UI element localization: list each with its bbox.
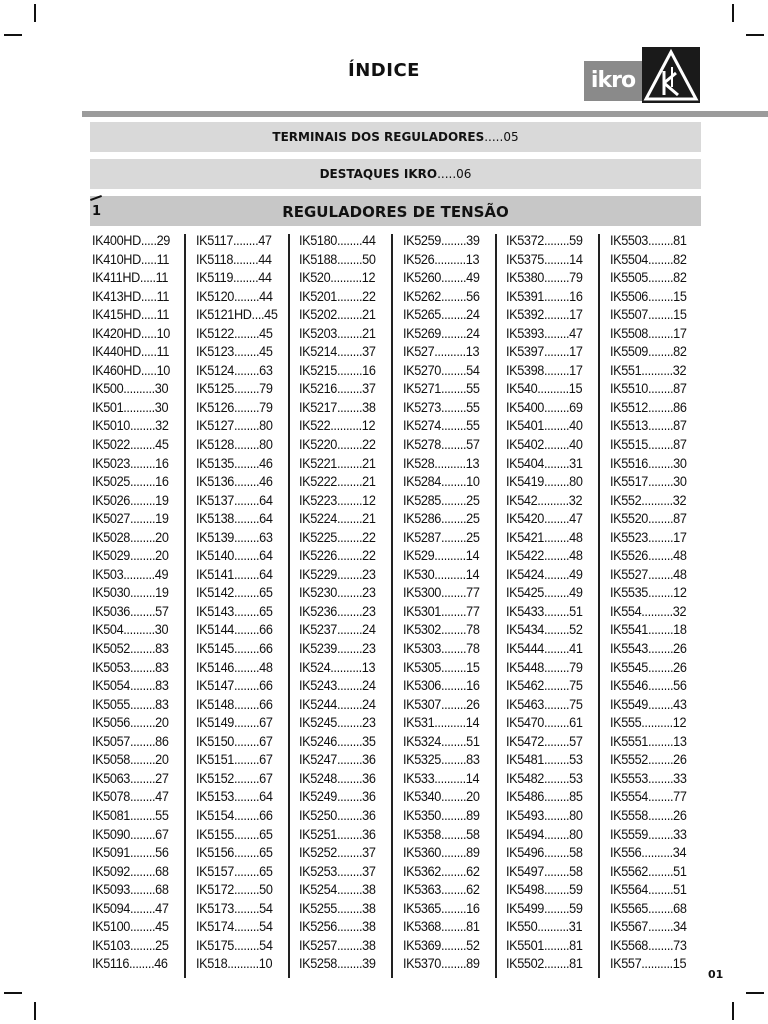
index-entry: IK5421........48 bbox=[506, 529, 583, 545]
terminais-label: TERMINAIS DOS REGULADORES bbox=[272, 130, 485, 144]
index-entry: IK5154........66 bbox=[196, 807, 273, 823]
index-entry: IK5117........47 bbox=[196, 233, 272, 248]
terminais-page: 05 bbox=[503, 130, 519, 144]
crop-mark bbox=[34, 4, 36, 22]
index-entry: IK5202........21 bbox=[299, 307, 376, 323]
index-column bbox=[92, 232, 186, 974]
index-entry: IK5094........47 bbox=[92, 900, 169, 916]
index-entry: IK5010........32 bbox=[92, 418, 169, 434]
index-entry: IK5516........30 bbox=[610, 455, 687, 471]
terminais-dots: ..... bbox=[484, 130, 504, 144]
index-entry: IK5520........87 bbox=[610, 511, 687, 527]
index-entry: IK5517........30 bbox=[610, 474, 687, 490]
index-entry: IK5419........80 bbox=[506, 474, 583, 490]
index-entry: IK5243........24 bbox=[299, 678, 376, 694]
index-entry: IK542..........32 bbox=[506, 492, 583, 508]
index-entry: IK5135........46 bbox=[196, 455, 273, 471]
index-entry: IK5239........23 bbox=[299, 641, 376, 657]
index-entry: IK5203........21 bbox=[299, 325, 376, 341]
index-entry: IK5248........36 bbox=[299, 770, 376, 786]
section-title: REGULADORES DE TENSÃO bbox=[282, 203, 509, 221]
index-entry: IK5303........78 bbox=[403, 641, 480, 657]
index-column bbox=[506, 232, 600, 974]
index-entry: IK5270........54 bbox=[403, 362, 480, 378]
index-entry: IK5172........50 bbox=[196, 882, 273, 898]
index-entry: IK5223........12 bbox=[299, 492, 376, 508]
index-entry: IK5220........22 bbox=[299, 437, 376, 453]
destaques-page: 06 bbox=[456, 167, 472, 181]
index-entry: IK5400........69 bbox=[506, 399, 583, 415]
column-divider bbox=[391, 234, 393, 978]
index-entry: IK5138........64 bbox=[196, 511, 273, 527]
index-entry: IK5375........14 bbox=[506, 251, 583, 267]
index-entry: IK526..........13 bbox=[403, 251, 480, 267]
index-entry: IK5081........55 bbox=[92, 807, 169, 823]
index-entry: IK5269........24 bbox=[403, 325, 480, 341]
index-entry: IK5153........64 bbox=[196, 789, 273, 805]
index-entry: IK524..........13 bbox=[299, 659, 376, 675]
index-column bbox=[403, 232, 497, 974]
index-entry: IK5278........57 bbox=[403, 437, 480, 453]
index-entry: IK5175........54 bbox=[196, 937, 273, 953]
index-entry: IK5499........59 bbox=[506, 900, 583, 916]
crop-mark bbox=[4, 992, 22, 994]
index-entry: IK555..........12 bbox=[610, 715, 687, 731]
index-entry: IK5505........82 bbox=[610, 270, 687, 286]
index-entry: IK5137........64 bbox=[196, 492, 273, 508]
index-entry: IK5116........46 bbox=[92, 956, 168, 972]
index-entry: IK5250........36 bbox=[299, 807, 376, 823]
index-entry: IK5215........16 bbox=[299, 362, 376, 378]
index-entry: IK5054........83 bbox=[92, 678, 169, 694]
column-divider bbox=[288, 234, 290, 978]
index-entry: IK5124........63 bbox=[196, 362, 273, 378]
index-entry: IK5350........89 bbox=[403, 807, 480, 823]
index-entry: IK5246........35 bbox=[299, 733, 376, 749]
index-entry: IK5156........65 bbox=[196, 845, 273, 861]
index-entry: IK5433........51 bbox=[506, 603, 583, 619]
index-entry: IK5302........78 bbox=[403, 622, 480, 638]
index-entry: IK5527........48 bbox=[610, 566, 687, 582]
index-entry: IK5301........77 bbox=[403, 603, 480, 619]
index-entry: IK5391........16 bbox=[506, 288, 583, 304]
index-entry: IK5121HD....45 bbox=[196, 307, 278, 323]
index-column bbox=[196, 232, 290, 974]
header-rule bbox=[82, 111, 768, 117]
index-entry: IK5052........83 bbox=[92, 641, 169, 657]
index-entry: IK530..........14 bbox=[403, 566, 480, 582]
index-entry: IK501..........30 bbox=[92, 399, 169, 415]
index-entry: IK5146........48 bbox=[196, 659, 273, 675]
index-entry: IK5509........82 bbox=[610, 344, 687, 360]
index-entry: IK5125........79 bbox=[196, 381, 273, 397]
index-entry: IK5103........25 bbox=[92, 937, 169, 953]
index-entry: IK5027........19 bbox=[92, 511, 169, 527]
index-entry: IK5507........15 bbox=[610, 307, 687, 323]
index-entry: IK5139........63 bbox=[196, 529, 273, 545]
index-entry: IK5147........66 bbox=[196, 678, 273, 694]
index-entry: IK5559........33 bbox=[610, 826, 687, 842]
index-entry: IK556..........34 bbox=[610, 845, 687, 861]
index-entry: IK5562........51 bbox=[610, 863, 687, 879]
index-entry: IK5023........16 bbox=[92, 455, 169, 471]
index-entry: IK5090........67 bbox=[92, 826, 169, 842]
column-divider bbox=[184, 234, 186, 978]
index-entry: IK5498........59 bbox=[506, 882, 583, 898]
index-entry: IK5360........89 bbox=[403, 845, 480, 861]
index-entry: IK5225........22 bbox=[299, 529, 376, 545]
index-entry: IK5501........81 bbox=[506, 937, 583, 953]
index-entry: IK5036........57 bbox=[92, 603, 169, 619]
index-entry: IK5552........26 bbox=[610, 752, 687, 768]
crop-mark bbox=[732, 1002, 734, 1020]
index-entry: IK5565........68 bbox=[610, 900, 687, 916]
destaques-label: DESTAQUES IKRO bbox=[319, 167, 438, 181]
index-entry: IK5503........81 bbox=[610, 233, 687, 248]
crop-mark bbox=[732, 4, 734, 22]
index-entry: IK5558........26 bbox=[610, 807, 687, 823]
index-entry: IK527..........13 bbox=[403, 344, 480, 360]
index-entry: IK5470........61 bbox=[506, 715, 583, 731]
index-entry: IK5174........54 bbox=[196, 919, 273, 935]
index-entry: IK5305........15 bbox=[403, 659, 480, 675]
index-entry: IK5150........67 bbox=[196, 733, 273, 749]
index-entry: IK5506........15 bbox=[610, 288, 687, 304]
index-entry: IK5058........20 bbox=[92, 752, 169, 768]
index-entry: IK5523........17 bbox=[610, 529, 687, 545]
index-entry: IK5128........80 bbox=[196, 437, 273, 453]
index-entry: IK5236........23 bbox=[299, 603, 376, 619]
index-entry: IK5244........24 bbox=[299, 696, 376, 712]
index-entry: IK5482........53 bbox=[506, 770, 583, 786]
index-entry: IK5398........17 bbox=[506, 362, 583, 378]
index-entry: IK420HD.....10 bbox=[92, 325, 170, 341]
index-entry: IK5155........65 bbox=[196, 826, 273, 842]
index-entry: IK5368........81 bbox=[403, 919, 480, 935]
index-entry: IK5141........64 bbox=[196, 566, 273, 582]
index-column bbox=[299, 232, 393, 974]
index-entry: IK503..........49 bbox=[92, 566, 169, 582]
index-entry: IK5553........33 bbox=[610, 770, 687, 786]
index-entry: IK5222........21 bbox=[299, 474, 376, 490]
index-entry: IK5259........39 bbox=[403, 233, 480, 248]
index-entry: IK5029........20 bbox=[92, 548, 169, 564]
index-entry: IK5252........37 bbox=[299, 845, 376, 861]
index-entry: IK5325........83 bbox=[403, 752, 480, 768]
index-entry: IK5260........49 bbox=[403, 270, 480, 286]
index-entry: IK5512........86 bbox=[610, 399, 687, 415]
ikro-logo bbox=[584, 47, 700, 103]
index-entry: IK5434........52 bbox=[506, 622, 583, 638]
index-entry: IK5247........36 bbox=[299, 752, 376, 768]
index-entry: IK5422........48 bbox=[506, 548, 583, 564]
index-entry: IK5053........83 bbox=[92, 659, 169, 675]
crop-mark bbox=[746, 992, 764, 994]
index-entry: IK5370........89 bbox=[403, 956, 480, 972]
index-entry: IK5201........22 bbox=[299, 288, 376, 304]
index-entry: IK528..........13 bbox=[403, 455, 480, 471]
index-entry: IK540..........15 bbox=[506, 381, 583, 397]
index-entry: IK557..........15 bbox=[610, 956, 687, 972]
index-entry: IK5481........53 bbox=[506, 752, 583, 768]
page-number: 01 bbox=[708, 968, 724, 981]
index-entry: IK5120........44 bbox=[196, 288, 273, 304]
index-entry: IK5513........87 bbox=[610, 418, 687, 434]
index-entry: IK5284........10 bbox=[403, 474, 480, 490]
index-entry: IK5245........23 bbox=[299, 715, 376, 731]
index-entry: IK5496........58 bbox=[506, 845, 583, 861]
index-entry: IK5273........55 bbox=[403, 399, 480, 415]
index-entry: IK5100........45 bbox=[92, 919, 169, 935]
index-entry: IK5249........36 bbox=[299, 789, 376, 805]
index-entry: IK5306........16 bbox=[403, 678, 480, 694]
index-entry: IK5254........38 bbox=[299, 882, 376, 898]
index-entry: IK5300........77 bbox=[403, 585, 480, 601]
index-entry: IK5119........44 bbox=[196, 270, 272, 286]
logo-mark-icon bbox=[642, 47, 700, 103]
index-entry: IK5262........56 bbox=[403, 288, 480, 304]
index-entry: IK5221........21 bbox=[299, 455, 376, 471]
index-entry: IK5425........49 bbox=[506, 585, 583, 601]
index-entry: IK5510........87 bbox=[610, 381, 687, 397]
index-entry: IK5258........39 bbox=[299, 956, 376, 972]
index-entry: IK5497........58 bbox=[506, 863, 583, 879]
index-entry: IK5145........66 bbox=[196, 641, 273, 657]
index-entry: IK5030........19 bbox=[92, 585, 169, 601]
index-entry: IK5567........34 bbox=[610, 919, 687, 935]
index-entry: IK5251........36 bbox=[299, 826, 376, 842]
index-entry: IK5142........65 bbox=[196, 585, 273, 601]
index-entry: IK552..........32 bbox=[610, 492, 687, 508]
index-column bbox=[610, 232, 704, 974]
index-entry: IK5287........25 bbox=[403, 529, 480, 545]
index-entry: IK413HD.....11 bbox=[92, 288, 170, 304]
index-entry: IK5543........26 bbox=[610, 641, 687, 657]
index-entry: IK5140........64 bbox=[196, 548, 273, 564]
index-entry: IK5568........73 bbox=[610, 937, 687, 953]
index-entry: IK5515........87 bbox=[610, 437, 687, 453]
index-entry: IK5253........37 bbox=[299, 863, 376, 879]
index-entry: IK5271........55 bbox=[403, 381, 480, 397]
index-entry: IK5173........54 bbox=[196, 900, 273, 916]
index-entry: IK5224........21 bbox=[299, 511, 376, 527]
index-entry: IK5217........38 bbox=[299, 399, 376, 415]
index-entry: IK5494........80 bbox=[506, 826, 583, 842]
index-entry: IK5078........47 bbox=[92, 789, 169, 805]
index-entry: IK5286........25 bbox=[403, 511, 480, 527]
index-entry: IK5380........79 bbox=[506, 270, 583, 286]
index-entry: IK5545........26 bbox=[610, 659, 687, 675]
index-entry: IK5091........56 bbox=[92, 845, 169, 861]
crop-mark bbox=[4, 34, 22, 36]
index-entry: IK5022........45 bbox=[92, 437, 169, 453]
index-entry: IK522..........12 bbox=[299, 418, 376, 434]
index-entry: IK5255........38 bbox=[299, 900, 376, 916]
terminais-band bbox=[90, 122, 701, 152]
index-entry: IK5285........25 bbox=[403, 492, 480, 508]
index-entry: IK5122........45 bbox=[196, 325, 273, 341]
index-entry: IK5152........67 bbox=[196, 770, 273, 786]
index-entry: IK5324........51 bbox=[403, 733, 480, 749]
index-entry: IK5554........77 bbox=[610, 789, 687, 805]
index-entry: IK5237........24 bbox=[299, 622, 376, 638]
index-entry: IK5463........75 bbox=[506, 696, 583, 712]
index-entry: IK5363........62 bbox=[403, 882, 480, 898]
index-entry: IK5093........68 bbox=[92, 882, 169, 898]
index-entry: IK5493........80 bbox=[506, 807, 583, 823]
index-entry: IK415HD.....11 bbox=[92, 307, 170, 323]
index-entry: IK5136........46 bbox=[196, 474, 273, 490]
index-entry: IK5028........20 bbox=[92, 529, 169, 545]
index-entry: IK5340........20 bbox=[403, 789, 480, 805]
column-divider bbox=[495, 234, 497, 978]
crop-mark bbox=[746, 34, 764, 36]
index-entry: IK440HD.....11 bbox=[92, 344, 170, 360]
page-title: ÍNDICE bbox=[348, 60, 420, 81]
index-entry: IK5392........17 bbox=[506, 307, 583, 323]
index-entry: IK500..........30 bbox=[92, 381, 169, 397]
index-entry: IK5551........13 bbox=[610, 733, 687, 749]
index-entry: IK5265........24 bbox=[403, 307, 480, 323]
index-entry: IK5369........52 bbox=[403, 937, 480, 953]
index-entry: IK5372........59 bbox=[506, 233, 583, 248]
index-entry: IK5402........40 bbox=[506, 437, 583, 453]
index-entry: IK5362........62 bbox=[403, 863, 480, 879]
index-entry: IK5526........48 bbox=[610, 548, 687, 564]
index-entry: IK5358........58 bbox=[403, 826, 480, 842]
destaques-band bbox=[90, 159, 701, 189]
index-entry: IK5226........22 bbox=[299, 548, 376, 564]
index-entry: IK504..........30 bbox=[92, 622, 169, 638]
index-entry: IK5397........17 bbox=[506, 344, 583, 360]
crop-mark bbox=[34, 1002, 36, 1020]
index-entry: IK5404........31 bbox=[506, 455, 583, 471]
index-entry: IK5401........40 bbox=[506, 418, 583, 434]
index-entry: IK411HD.....11 bbox=[92, 270, 169, 286]
index-entry: IK5056........20 bbox=[92, 715, 169, 731]
index-entry: IK550..........31 bbox=[506, 919, 583, 935]
index-entry: IK5188........50 bbox=[299, 251, 376, 267]
index-entry: IK460HD.....10 bbox=[92, 362, 170, 378]
index-entry: IK5092........68 bbox=[92, 863, 169, 879]
index-entry: IK5123........45 bbox=[196, 344, 273, 360]
index-entry: IK551..........32 bbox=[610, 362, 687, 378]
index-entry: IK533..........14 bbox=[403, 770, 480, 786]
index-entry: IK5118........44 bbox=[196, 251, 272, 267]
index-entry: IK400HD.....29 bbox=[92, 233, 170, 248]
index-entry: IK5063........27 bbox=[92, 770, 169, 786]
destaques-dots: ..... bbox=[437, 167, 457, 181]
index-entry: IK529..........14 bbox=[403, 548, 480, 564]
index-entry: IK5274........55 bbox=[403, 418, 480, 434]
index-entry: IK5180........44 bbox=[299, 233, 376, 248]
index-entry: IK5424........49 bbox=[506, 566, 583, 582]
index-entry: IK410HD.....11 bbox=[92, 251, 170, 267]
index-entry: IK5144........66 bbox=[196, 622, 273, 638]
index-entry: IK5549........43 bbox=[610, 696, 687, 712]
index-entry: IK5055........83 bbox=[92, 696, 169, 712]
index-entry: IK520..........12 bbox=[299, 270, 376, 286]
index-entry: IK5214........37 bbox=[299, 344, 376, 360]
index-entry: IK5508........17 bbox=[610, 325, 687, 341]
index-entry: IK5149........67 bbox=[196, 715, 273, 731]
index-entry: IK5126........79 bbox=[196, 399, 273, 415]
index-entry: IK5365........16 bbox=[403, 900, 480, 916]
logo-text: ikro bbox=[584, 61, 642, 101]
index-entry: IK554..........32 bbox=[610, 603, 687, 619]
index-entry: IK5157........65 bbox=[196, 863, 273, 879]
index-entry: IK5448........79 bbox=[506, 659, 583, 675]
index-entry: IK518..........10 bbox=[196, 956, 273, 972]
index-entry: IK5257........38 bbox=[299, 937, 376, 953]
index-entry: IK5151........67 bbox=[196, 752, 273, 768]
index-entry: IK5535........12 bbox=[610, 585, 687, 601]
index-entry: IK5420........47 bbox=[506, 511, 583, 527]
index-entry: IK5148........66 bbox=[196, 696, 273, 712]
index-entry: IK5472........57 bbox=[506, 733, 583, 749]
index-entry: IK5216........37 bbox=[299, 381, 376, 397]
section-number: 1 bbox=[92, 204, 102, 219]
index-entry: IK5230........23 bbox=[299, 585, 376, 601]
index-entry: IK5502........81 bbox=[506, 956, 583, 972]
index-entry: IK5229........23 bbox=[299, 566, 376, 582]
index-entry: IK5026........19 bbox=[92, 492, 169, 508]
index-entry: IK5057........86 bbox=[92, 733, 169, 749]
index-entry: IK5143........65 bbox=[196, 603, 273, 619]
index-entry: IK5025........16 bbox=[92, 474, 169, 490]
index-entry: IK5462........75 bbox=[506, 678, 583, 694]
index-entry: IK5564........51 bbox=[610, 882, 687, 898]
index-entry: IK5486........85 bbox=[506, 789, 583, 805]
index-entry: IK5541........18 bbox=[610, 622, 687, 638]
index-entry: IK531..........14 bbox=[403, 715, 480, 731]
index-entry: IK5127........80 bbox=[196, 418, 273, 434]
index-entry: IK5504........82 bbox=[610, 251, 687, 267]
column-divider bbox=[598, 234, 600, 978]
index-entry: IK5546........56 bbox=[610, 678, 687, 694]
index-entry: IK5307........26 bbox=[403, 696, 480, 712]
index-entry: IK5393........47 bbox=[506, 325, 583, 341]
index-entry: IK5444........41 bbox=[506, 641, 583, 657]
index-entry: IK5256........38 bbox=[299, 919, 376, 935]
